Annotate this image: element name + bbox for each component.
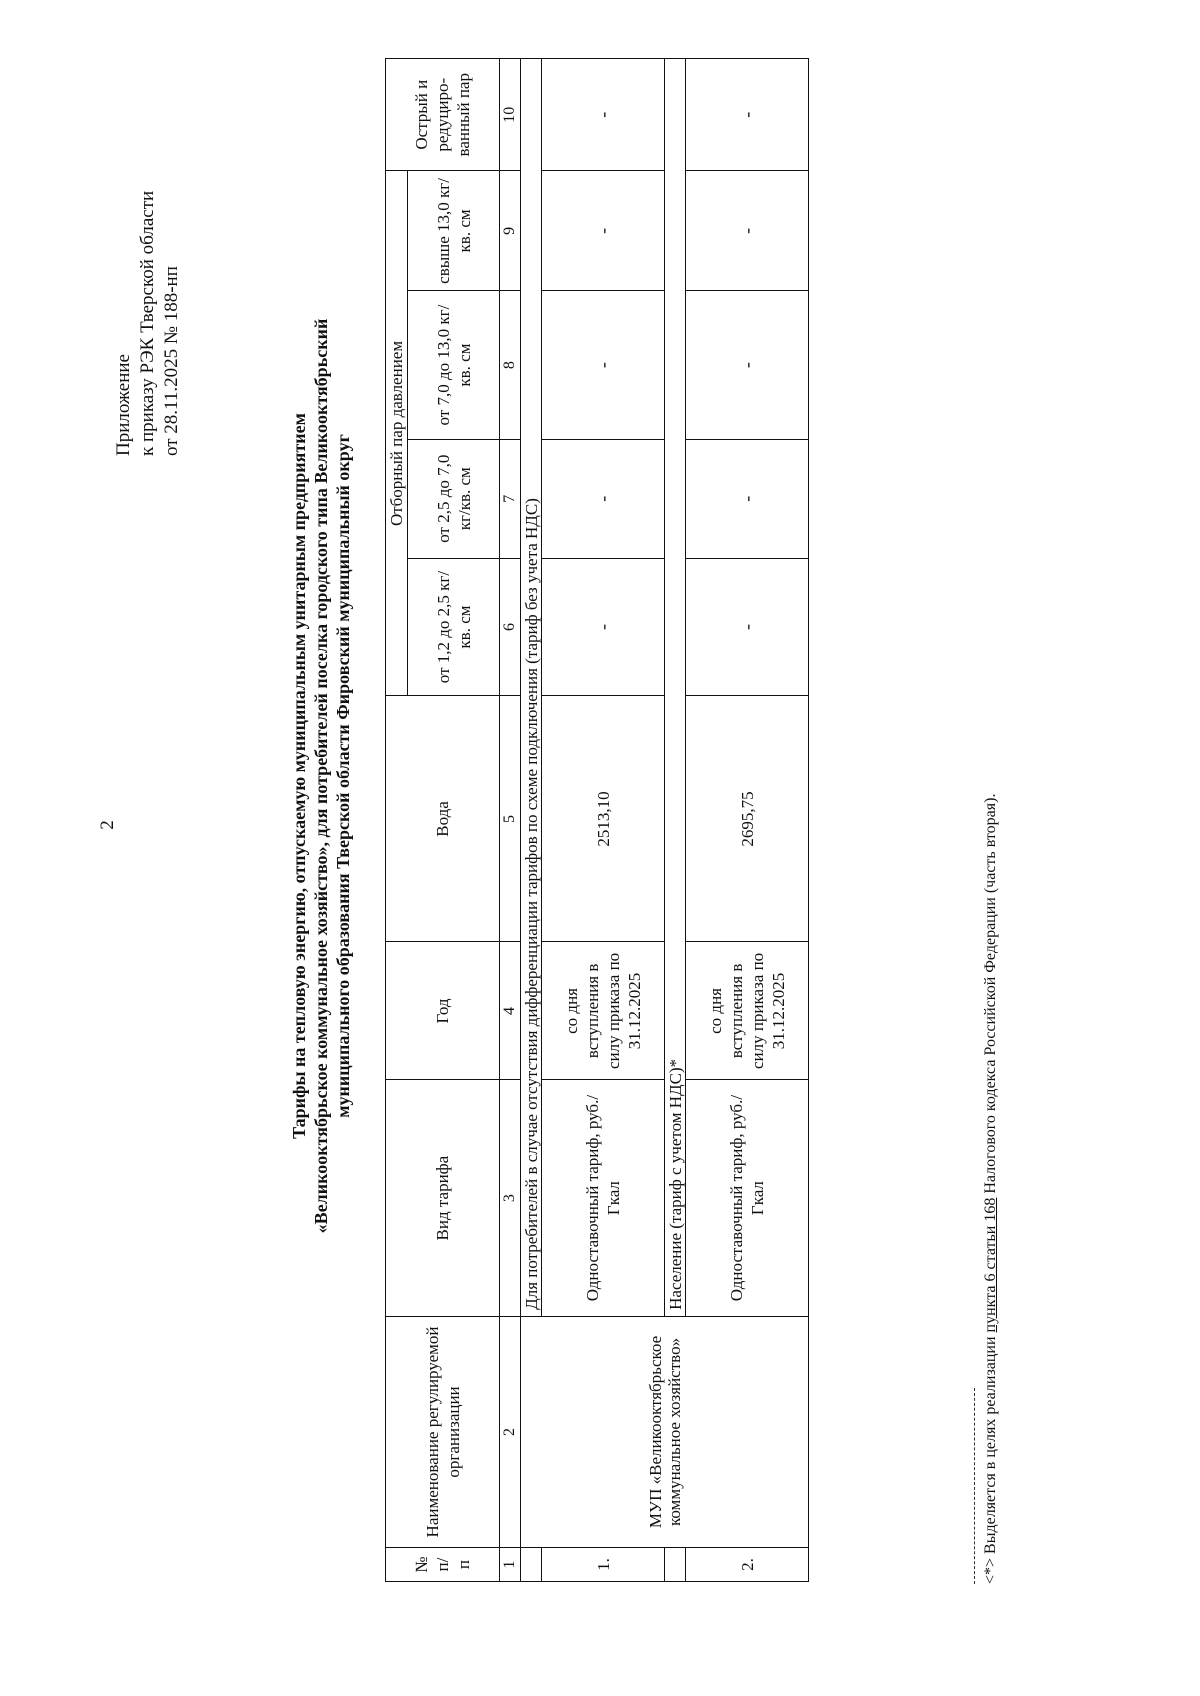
- water-value: 2513,10: [542, 696, 665, 942]
- header-tariff-type: Вид тарифа: [386, 1080, 500, 1317]
- organization-name: МУП «Великооктябрьское коммунальное хозяйство»: [521, 1316, 809, 1547]
- steam-1-value: -: [686, 558, 809, 696]
- title-line-1: Тарифы на тепловую энергию, отпускаемую муниципальным унитарным предприятием: [289, 413, 309, 1139]
- header-sharp-steam: Острый и редуциро-ванный пар: [386, 59, 500, 171]
- section-label-no-vat: Для потребителей в случае отсутствия дифференциации тарифов по схеме подключения (тариф без учета НДС): [521, 59, 542, 1317]
- column-number: 10: [500, 59, 521, 171]
- page-number: 2: [97, 820, 118, 830]
- steam-3-value: -: [686, 291, 809, 439]
- section-row-no-vat: [521, 59, 542, 1582]
- steam-2-value: -: [542, 439, 665, 558]
- row-num: 1.: [542, 1548, 665, 1582]
- column-number: 3: [500, 1080, 521, 1317]
- footnote: [982, 584, 1000, 1584]
- column-number: 1: [500, 1548, 521, 1582]
- document-title: [288, 236, 354, 1316]
- sharp-steam-value: -: [686, 59, 809, 171]
- title-line-3: муниципального образования Тверской области Фировский муниципальный округ: [333, 434, 353, 1118]
- footnote-text-start: <*> Выделяется в целях реализации: [982, 1332, 999, 1584]
- footnote-law-reference-link[interactable]: пункта 6 статьи 168: [982, 1197, 999, 1333]
- water-value: 2695,75: [686, 696, 809, 942]
- steam-1-value: -: [542, 558, 665, 696]
- header-water: Вода: [386, 696, 500, 942]
- footnote-divider: [974, 1388, 975, 1584]
- column-number: 6: [500, 558, 521, 696]
- column-number: 5: [500, 696, 521, 942]
- header-row-1: [386, 59, 408, 1582]
- tariff-type-cell: Одноставочный тариф, руб./Гкал: [686, 1080, 809, 1317]
- section-label-population: Население (тариф с учетом НДС)*: [665, 59, 686, 1317]
- tariff-type-cell: Одноставочный тариф, руб./Гкал: [542, 1080, 665, 1317]
- sharp-steam-value: -: [542, 59, 665, 171]
- footnote-text-end: Налогового кодекса Российской Федерации (часть вторая).: [982, 793, 999, 1198]
- steam-4-value: -: [542, 171, 665, 291]
- appendix-line-3: от 28.11.2025 № 188-нп: [161, 266, 182, 456]
- header-year: Год: [386, 942, 500, 1080]
- steam-3-value: -: [542, 291, 665, 439]
- column-number: 8: [500, 291, 521, 439]
- appendix-header: [112, 116, 184, 456]
- header-steam-4: свыше 13,0 кг/кв. см: [408, 171, 500, 291]
- header-num: № п/ п: [386, 1548, 500, 1582]
- header-steam-2: от 2,5 до 7,0 кг/кв. см: [408, 439, 500, 558]
- header-steam-1: от 1,2 до 2,5 кг/кв. см: [408, 558, 500, 696]
- appendix-line-2: к приказу РЭК Тверской области: [137, 190, 158, 456]
- steam-4-value: -: [686, 171, 809, 291]
- row-num: 2.: [686, 1548, 809, 1582]
- year-cell: со дня вступления в силу приказа по 31.12.2025: [686, 942, 809, 1080]
- title-line-2: «Великооктябрьское коммунальное хозяйство», для потребителей поселка городского типа Великооктябрьский: [311, 318, 331, 1234]
- header-steam-group: Отборный пар давлением: [386, 171, 408, 696]
- column-number-row: [500, 59, 521, 1582]
- column-number: 4: [500, 942, 521, 1080]
- header-steam-3: от 7,0 до 13,0 кг/кв. см: [408, 291, 500, 439]
- header-organization: Наименование регулируемой организации: [386, 1316, 500, 1547]
- column-number: 9: [500, 171, 521, 291]
- column-number: 2: [500, 1316, 521, 1547]
- tariff-table: [385, 58, 809, 1582]
- appendix-line-1: Приложение: [113, 354, 134, 456]
- column-number: 7: [500, 439, 521, 558]
- steam-2-value: -: [686, 439, 809, 558]
- year-cell: со дня вступления в силу приказа по 31.12.2025: [542, 942, 665, 1080]
